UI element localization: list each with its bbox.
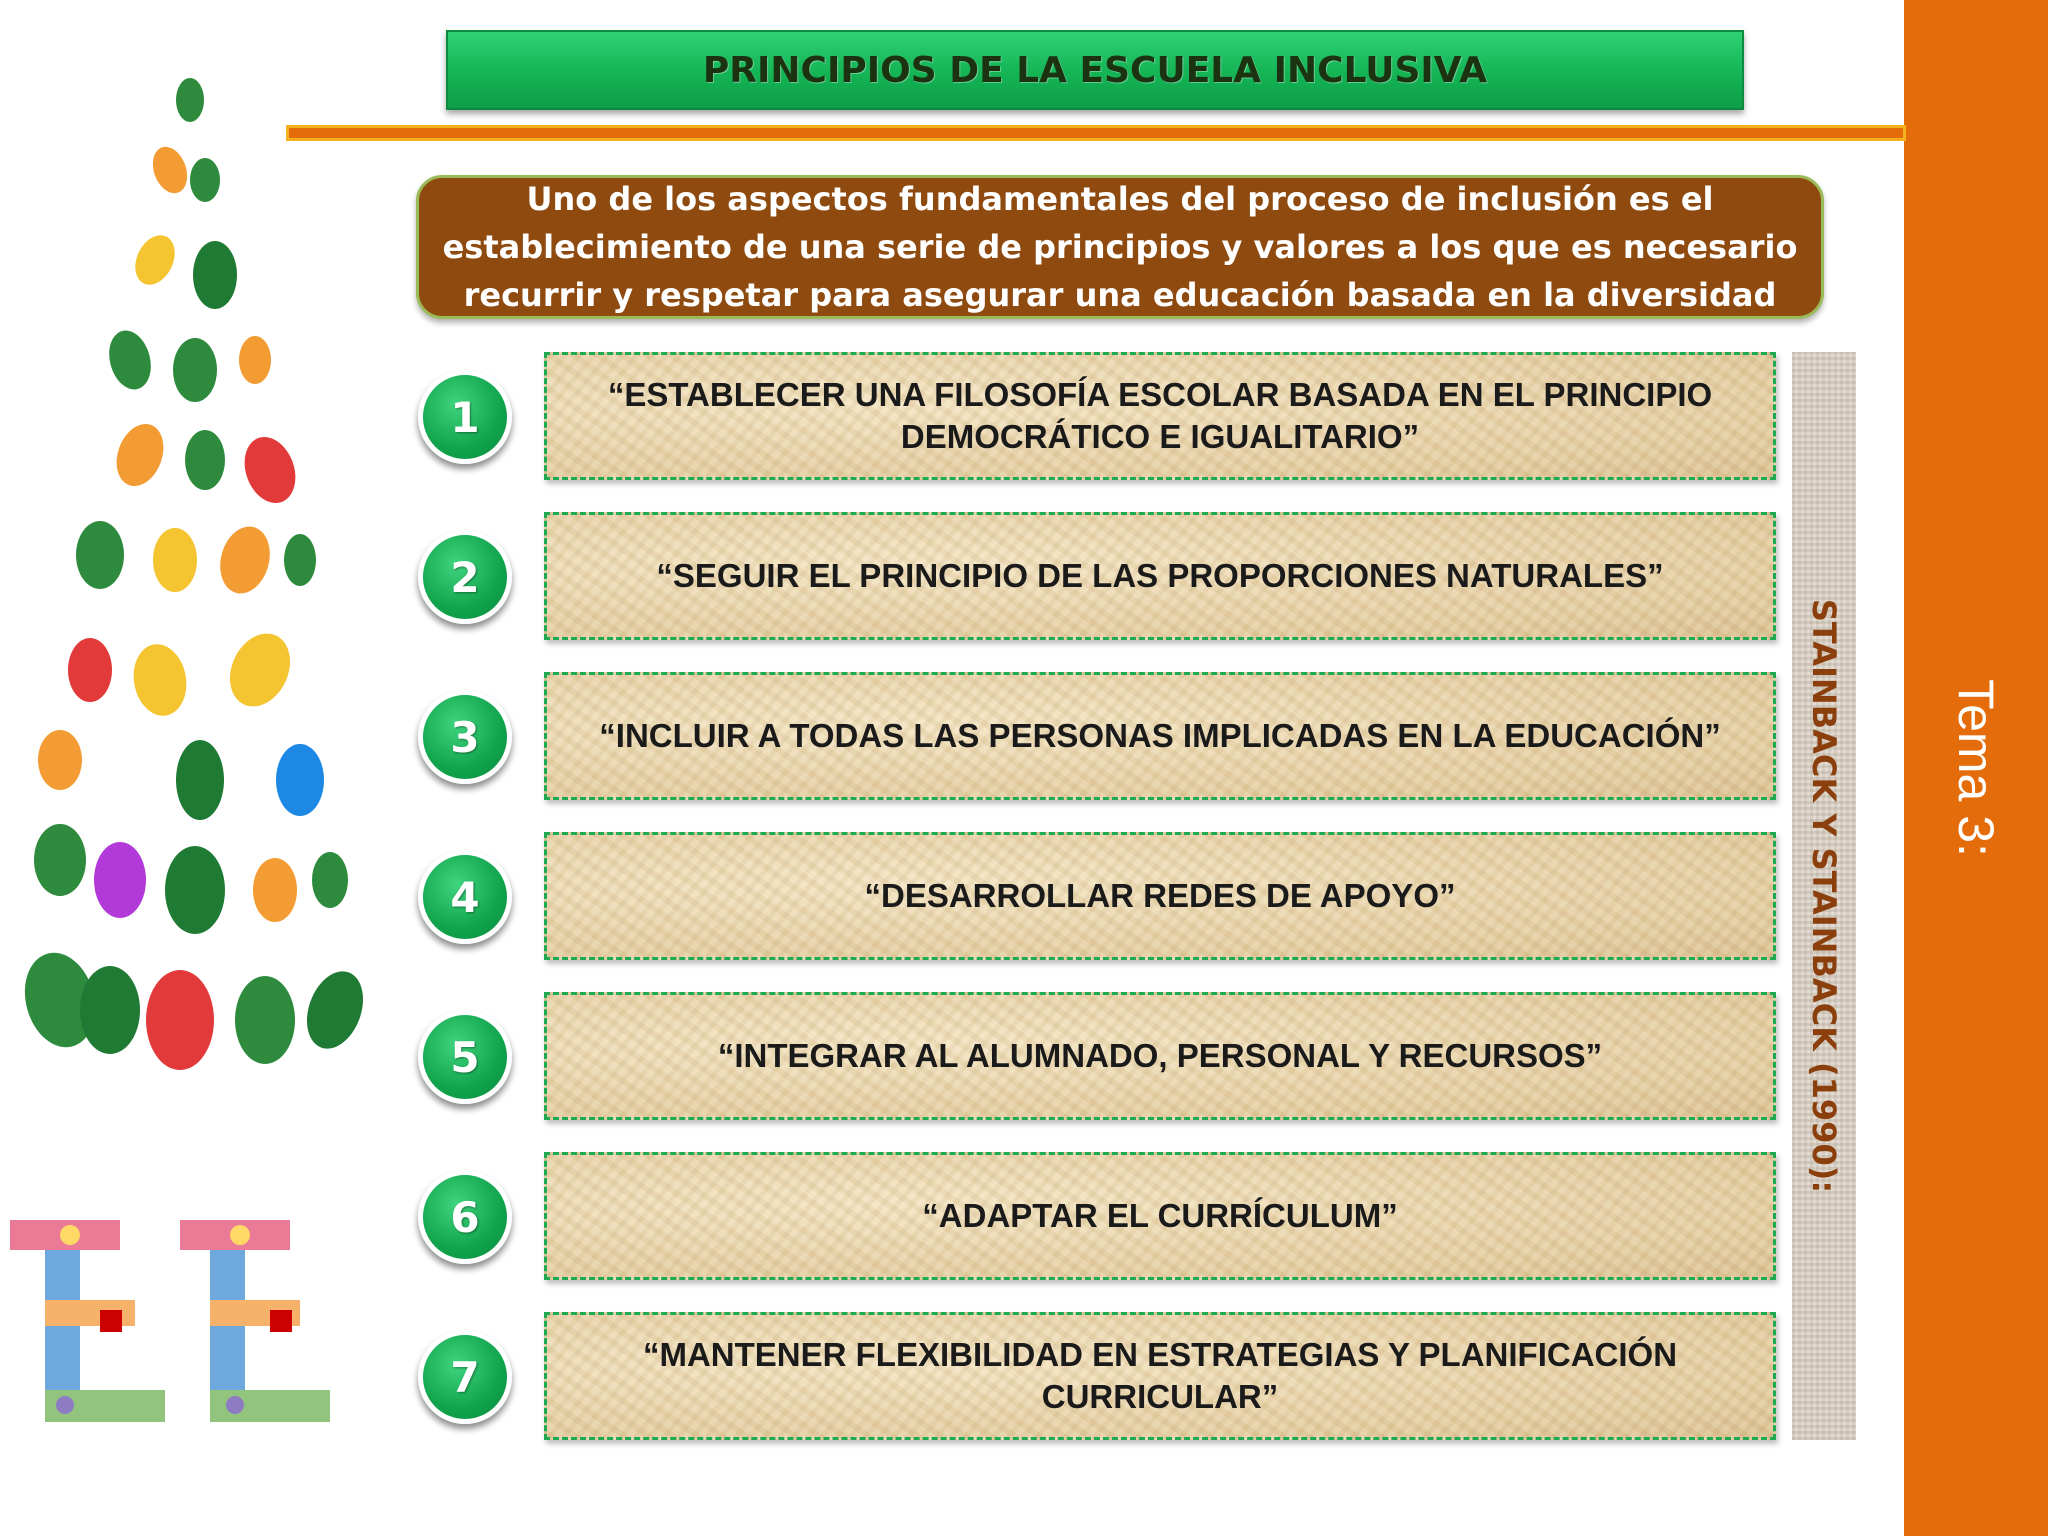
principle-number: 5 [450, 1032, 480, 1082]
principle-number-badge [418, 850, 512, 944]
principle-item [544, 1312, 1776, 1440]
topic-label: Tema 3: [1948, 679, 2004, 857]
principle-text: “MANTENER FLEXIBILIDAD EN ESTRATEGIAS Y PLANIFICACIÓN CURRICULAR” [642, 1336, 1678, 1415]
principle-number-badge [418, 690, 512, 784]
principle-number-badge [418, 1010, 512, 1104]
principle-item [544, 1152, 1776, 1280]
intro-text: Uno de los aspectos fundamentales del proceso de inclusión es el establecimiento de una serie de principios y valores a los que es necesario recurrir y respetar para asegurar una educación basada en la diversidad [442, 180, 1798, 314]
handprint-tree-illustration [0, 60, 400, 1480]
page-title-banner [446, 30, 1744, 110]
principle-item [544, 352, 1776, 480]
principle-number-badge [418, 530, 512, 624]
principle-number: 3 [450, 712, 480, 762]
principle-text: “DESARROLLAR REDES DE APOYO” [864, 877, 1456, 914]
principle-number: 4 [450, 872, 480, 922]
intro-box [416, 175, 1824, 319]
principle-text: “SEGUIR EL PRINCIPIO DE LAS PROPORCIONES NATURALES” [656, 557, 1664, 594]
principle-item [544, 992, 1776, 1120]
principle-text: “INCLUIR A TODAS LAS PERSONAS IMPLICADAS EN LA EDUCACIÓN” [599, 717, 1721, 754]
principle-number-badge [418, 1330, 512, 1424]
handprint-icon-cluster [15, 78, 373, 1070]
page-title: PRINCIPIOS DE LA ESCUELA INCLUSIVA [702, 49, 1488, 91]
principle-item [544, 672, 1776, 800]
decorated-letters-icon [10, 1220, 330, 1422]
source-citation: STAINBACK Y STAINBACK (1990): [1805, 598, 1843, 1194]
principle-text: “INTEGRAR AL ALUMNADO, PERSONAL Y RECURSOS” [717, 1037, 1603, 1074]
principle-number: 7 [450, 1352, 480, 1402]
principle-number: 2 [450, 552, 480, 602]
principle-number-badge [418, 1170, 512, 1264]
principle-number: 1 [450, 392, 480, 442]
principle-text: “ESTABLECER UNA FILOSOFÍA ESCOLAR BASADA EN EL PRINCIPIO DEMOCRÁTICO E IGUALITARIO” [607, 376, 1713, 455]
principle-text: “ADAPTAR EL CURRÍCULUM” [922, 1197, 1398, 1234]
header-divider [286, 125, 1906, 141]
principle-item [544, 832, 1776, 960]
principle-number-badge [418, 370, 512, 464]
principle-item [544, 512, 1776, 640]
principle-number: 6 [450, 1192, 480, 1242]
